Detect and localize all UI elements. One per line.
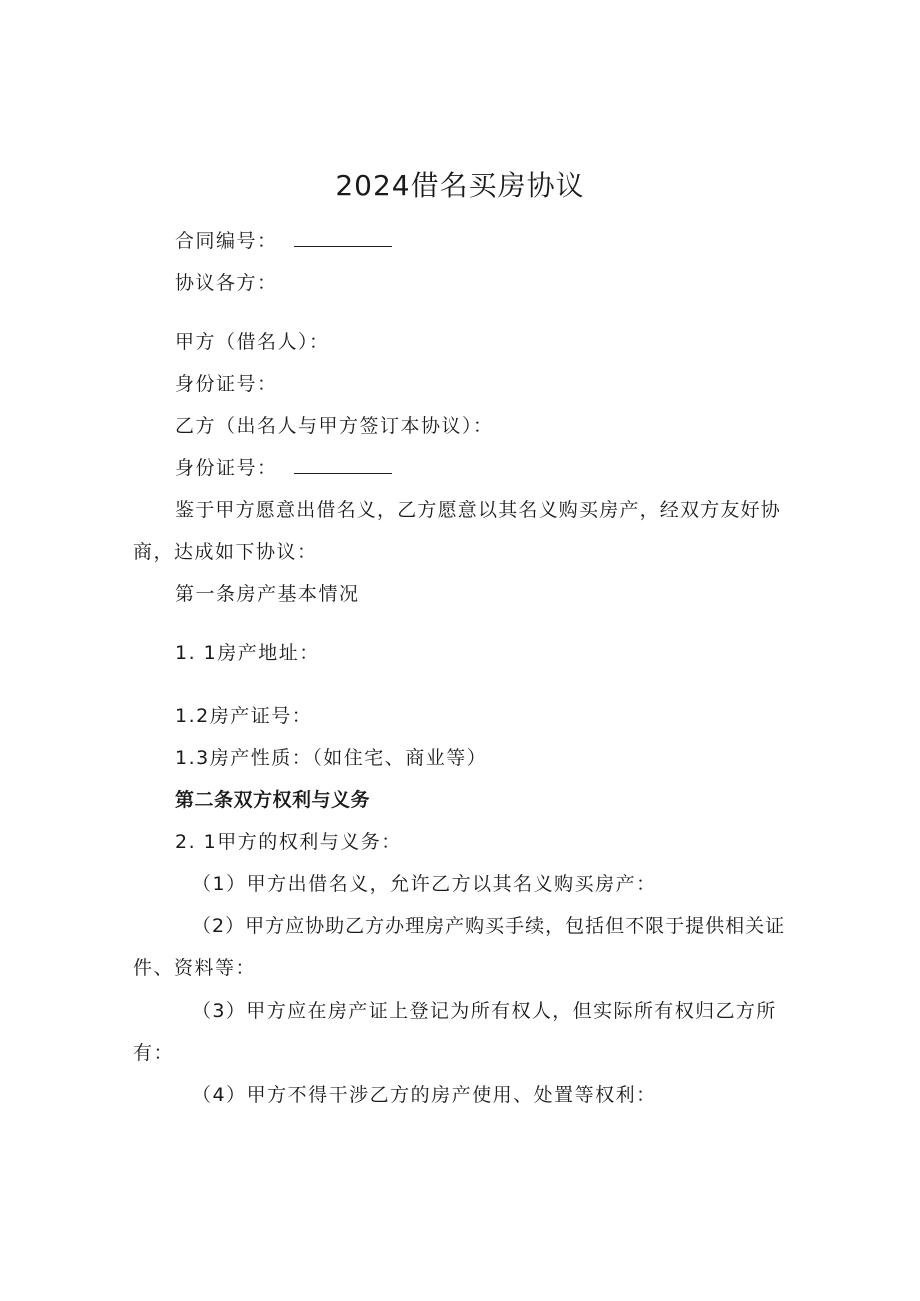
contract-number-blank <box>294 228 392 247</box>
party-b-id-line <box>175 455 392 481</box>
preamble-line-1: 鉴于甲方愿意出借名义，乙方愿意以其名义购买房产，经双方友好协 <box>175 499 782 521</box>
parties-label: 协议各方： <box>175 272 278 294</box>
party-a-id-label: 身份证号： <box>175 373 278 395</box>
article-2-item-2-line-1: （2）甲方应协助乙方办理房产购买手续，包括但不限于提供相关证 <box>192 915 786 937</box>
article-2-item-3-line-1: （3）甲方应在房产证上登记为所有权人，但实际所有权归乙方所 <box>192 1000 777 1022</box>
document-title: 2024借名买房协议 <box>335 169 585 202</box>
article-2-subheading: 2. 1甲方的权利与义务： <box>175 831 402 853</box>
party-a-label: 甲方（借名人）： <box>175 331 330 353</box>
party-b-id-label: 身份证号： <box>175 457 278 479</box>
article-1-item-property-type: 1.3房产性质：（如住宅、商业等） <box>175 747 488 769</box>
party-b-id-blank <box>294 455 392 474</box>
article-2-item-2-line-2: 件、资料等： <box>133 957 257 979</box>
article-2-heading: 第二条双方权利与义务 <box>175 789 371 811</box>
contract-number-line <box>175 228 392 254</box>
preamble-line-2: 商，达成如下协议： <box>133 541 318 563</box>
article-2-item-3-line-2: 有： <box>133 1042 175 1064</box>
contract-number-label: 合同编号： <box>175 230 278 252</box>
article-1-item-address: 1. 1房产地址： <box>175 642 320 664</box>
article-1-item-cert-no: 1.2房产证号： <box>175 705 313 727</box>
article-1-heading: 第一条房产基本情况 <box>175 583 360 605</box>
party-b-label: 乙方（出名人与甲方签订本协议）： <box>175 415 494 437</box>
article-2-item-4: （4）甲方不得干涉乙方的房产使用、处置等权利： <box>192 1084 657 1106</box>
article-2-item-1: （1）甲方出借名义，允许乙方以其名义购买房产： <box>192 873 657 895</box>
